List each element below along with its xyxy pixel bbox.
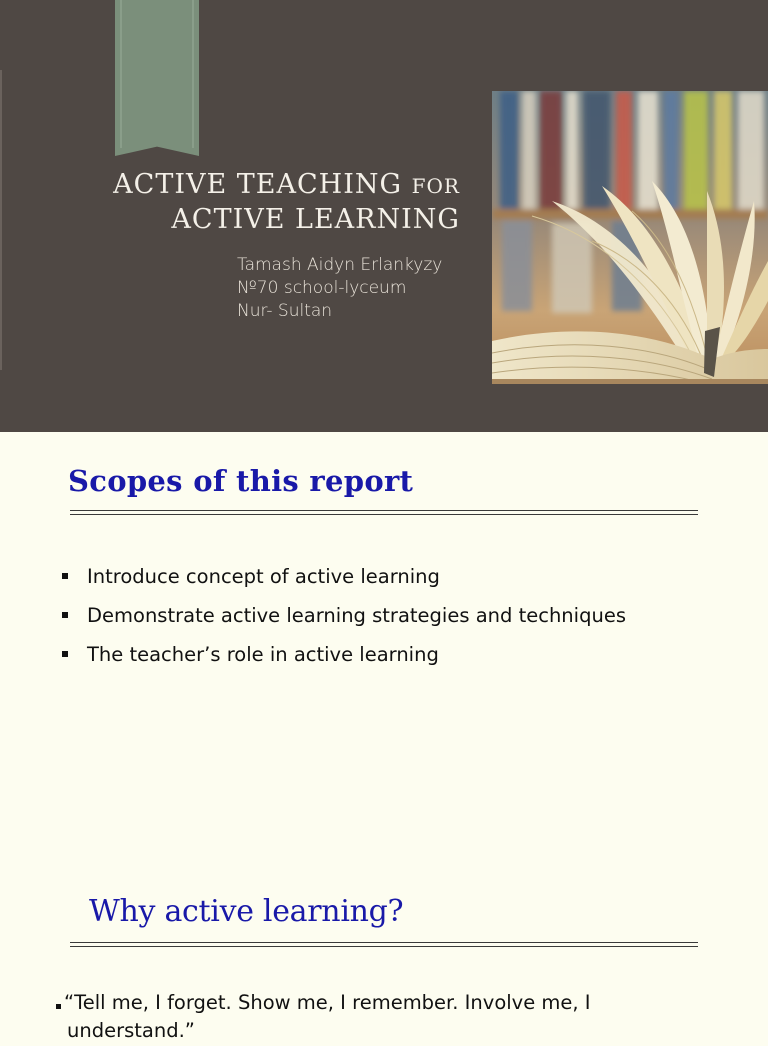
ribbon-decoration <box>115 0 199 156</box>
list-item <box>62 601 626 640</box>
quote-line <box>56 988 591 1018</box>
heading-underline <box>70 510 698 515</box>
title-line1: ACTIVE TEACHING <box>113 169 403 200</box>
scopes-heading: Scopes of this report <box>68 464 414 498</box>
scope-bullet-list <box>62 562 626 679</box>
why-heading: Why active learning? <box>89 894 404 929</box>
quote-continuation: understand.” <box>67 1019 195 1042</box>
bullet-square-icon <box>62 651 68 657</box>
slide-edge-divider <box>0 70 2 370</box>
school-name: №70 school-lyceum <box>237 278 407 298</box>
bullet-text: The teacher’s role in active learning <box>87 643 439 666</box>
bullet-square-icon <box>56 1004 61 1009</box>
title-slide <box>0 0 768 432</box>
bullet-text: Demonstrate active learning strategies and techniques <box>87 604 626 627</box>
bullet-square-icon <box>62 612 68 618</box>
quote-text: “Tell me, I forget. Show me, I remember. Involve me, I <box>64 991 591 1014</box>
slide-title <box>113 168 460 237</box>
city-name: Nur- Sultan <box>237 301 333 321</box>
bullet-square-icon <box>62 573 68 579</box>
title-line2: ACTIVE LEARNING <box>171 204 460 235</box>
content-slide <box>0 432 768 1042</box>
open-book-photo <box>492 91 768 384</box>
list-item <box>62 562 626 601</box>
title-for: FOR <box>411 174 460 198</box>
slide-subtitle <box>237 254 442 323</box>
bullet-text: Introduce concept of active learning <box>87 565 440 588</box>
author-name: Tamash Aidyn Erlankyzy <box>237 255 443 275</box>
list-item <box>62 640 626 679</box>
heading-underline <box>70 942 698 947</box>
